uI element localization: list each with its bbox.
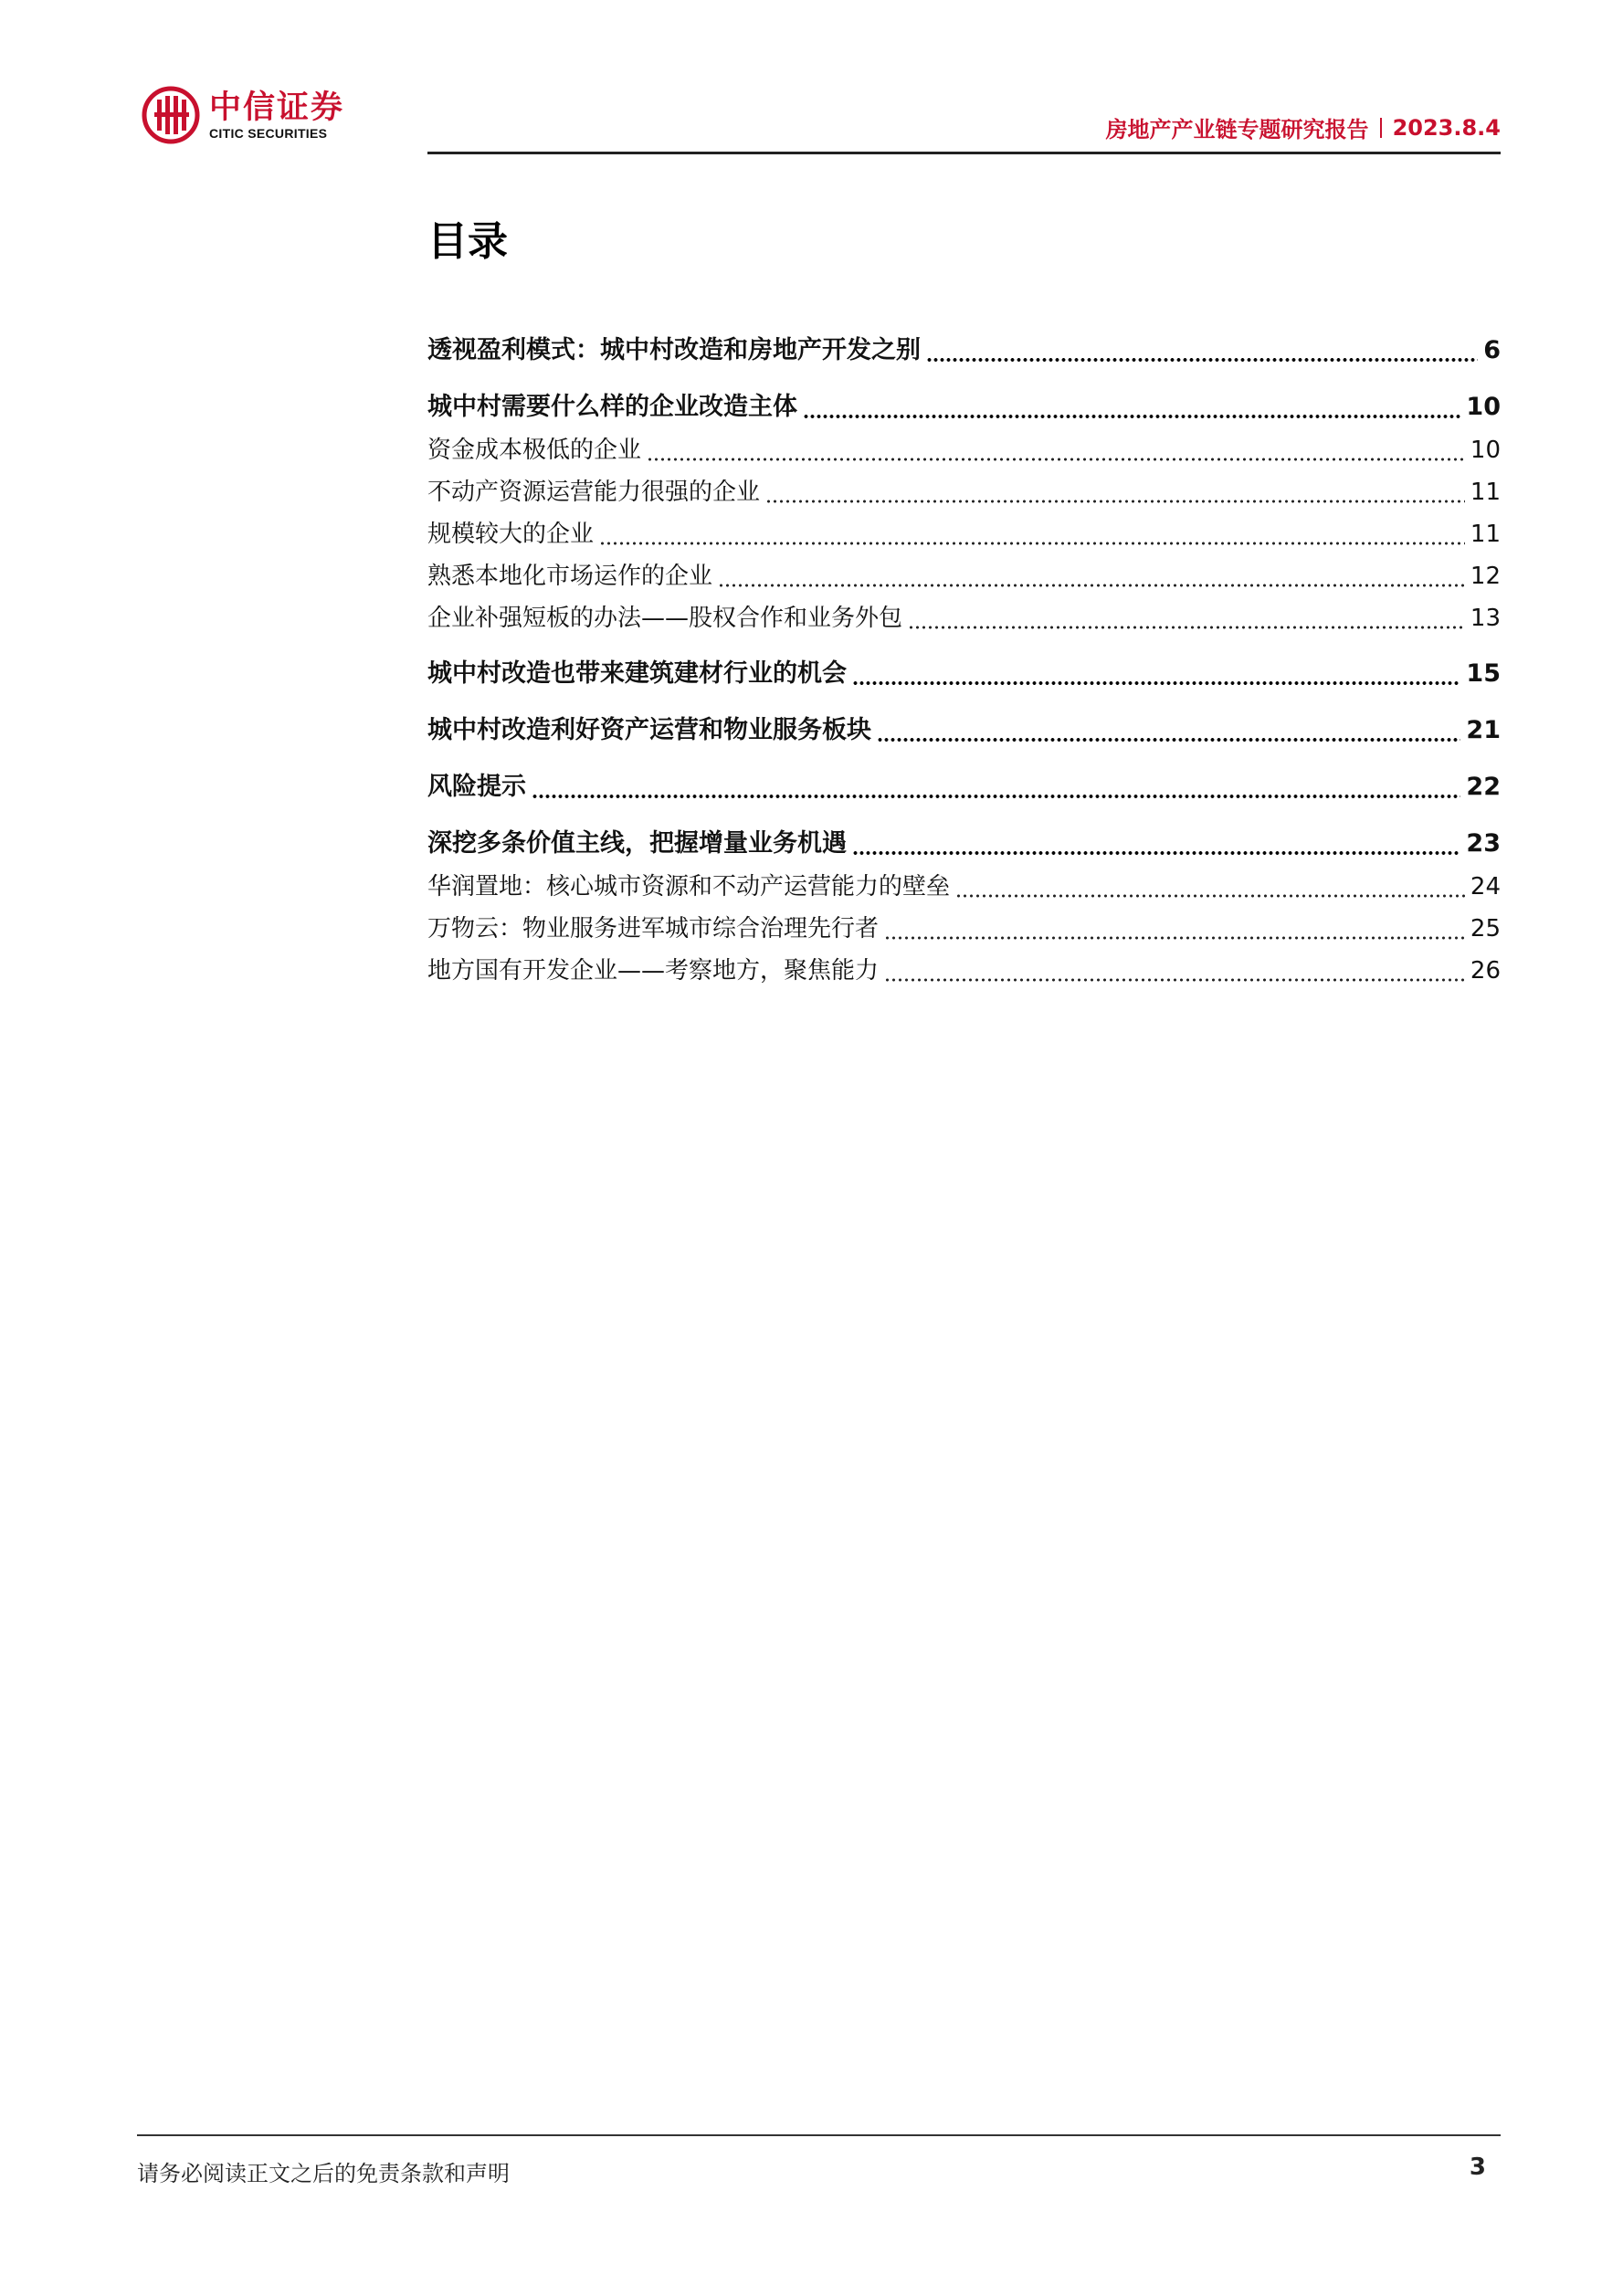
toc-dot-leader	[718, 584, 1465, 587]
report-date: 2023.8.4	[1392, 114, 1501, 141]
toc-entry-title: 透视盈利模式：城中村改造和房地产开发之别	[427, 336, 921, 364]
toc-section-entry[interactable]	[427, 652, 1501, 696]
toc-subsection-entry[interactable]	[427, 908, 1501, 950]
toc-dot-leader	[803, 415, 1460, 418]
toc-entry-title: 万物云：物业服务进军城市综合治理先行者	[427, 915, 880, 943]
footer-divider	[137, 2134, 1501, 2136]
toc-dot-leader	[532, 795, 1460, 798]
toc-entry-page: 24	[1470, 873, 1501, 900]
toc-section-entry[interactable]	[427, 765, 1501, 809]
toc-entry-title: 资金成本极低的企业	[427, 437, 642, 464]
toc-entry-title: 风险提示	[427, 773, 526, 801]
toc-dot-leader	[884, 936, 1465, 940]
toc-entry-title: 规模较大的企业	[427, 521, 595, 548]
toc-entry-page: 10	[1466, 393, 1501, 421]
toc-entry-page: 10	[1470, 437, 1501, 464]
toc-entry-page: 25	[1470, 915, 1501, 943]
toc-entry-title: 不动产资源运营能力很强的企业	[427, 479, 761, 506]
toc-subsection-entry[interactable]	[427, 597, 1501, 639]
toc-dot-leader	[852, 681, 1460, 685]
page-title: 目录	[427, 218, 508, 265]
toc-dot-leader	[884, 978, 1465, 982]
toc-entry-page: 11	[1470, 479, 1501, 506]
toc-dot-leader	[765, 500, 1465, 503]
header-divider	[427, 152, 1501, 154]
toc-subsection-entry[interactable]	[427, 429, 1501, 471]
toc-entry-page: 12	[1470, 563, 1501, 590]
citic-logo	[142, 86, 344, 144]
logo-chinese-name: 中信证券	[209, 89, 345, 126]
toc-dot-leader	[599, 542, 1465, 545]
toc-dot-leader	[852, 851, 1460, 855]
toc-entry-title: 城中村改造利好资产运营和物业服务板块	[427, 716, 871, 744]
toc-section-entry[interactable]	[427, 709, 1501, 753]
toc-entry-title: 企业补强短板的办法——股权合作和业务外包	[427, 605, 903, 632]
header-separator	[1380, 118, 1382, 138]
toc-section-entry[interactable]	[427, 329, 1501, 373]
toc-dot-leader	[908, 626, 1465, 629]
toc-entry-title: 城中村需要什么样的企业改造主体	[427, 393, 797, 421]
toc-dot-leader	[955, 894, 1465, 898]
toc-subsection-entry[interactable]	[427, 950, 1501, 992]
toc-entry-page: 23	[1466, 829, 1501, 858]
toc-entry-page: 6	[1483, 336, 1501, 364]
toc-entry-page: 15	[1466, 659, 1501, 688]
logo-english-name: CITIC SECURITIES	[209, 126, 328, 141]
report-type: 房地产产业链专题研究报告	[1105, 117, 1369, 142]
citic-logo-icon	[142, 86, 200, 144]
toc-entry-page: 11	[1470, 521, 1501, 548]
toc-entry-title: 深挖多条价值主线，把握增量业务机遇	[427, 829, 847, 858]
toc-entry-title: 熟悉本地化市场运作的企业	[427, 563, 713, 590]
toc-subsection-entry[interactable]	[427, 471, 1501, 513]
toc-entry-page: 13	[1470, 605, 1501, 632]
toc-entry-title: 地方国有开发企业——考察地方，聚焦能力	[427, 957, 880, 985]
footer-disclaimer: 请务必阅读正文之后的免责条款和声明	[137, 2161, 510, 2186]
toc-subsection-entry[interactable]	[427, 555, 1501, 597]
report-header-info	[1106, 111, 1501, 143]
table-of-contents	[427, 329, 1501, 992]
toc-section-entry[interactable]	[427, 385, 1501, 429]
toc-subsection-entry[interactable]	[427, 866, 1501, 908]
toc-section-entry[interactable]	[427, 822, 1501, 866]
toc-subsection-entry[interactable]	[427, 513, 1501, 555]
toc-dot-leader	[926, 358, 1478, 362]
toc-entry-page: 21	[1466, 716, 1501, 744]
toc-entry-page: 26	[1470, 957, 1501, 985]
toc-dot-leader	[877, 738, 1460, 742]
toc-entry-page: 22	[1466, 773, 1501, 801]
page-number: 3	[1469, 2154, 1486, 2181]
toc-entry-title: 华润置地：核心城市资源和不动产运营能力的壁垒	[427, 873, 951, 900]
toc-dot-leader	[647, 458, 1465, 461]
toc-entry-title: 城中村改造也带来建筑建材行业的机会	[427, 659, 847, 688]
